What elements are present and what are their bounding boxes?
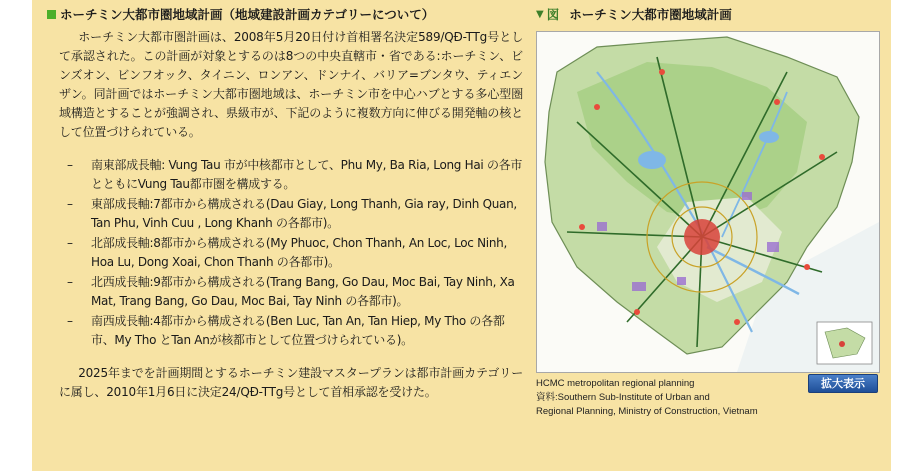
figure-heading: [536, 4, 881, 24]
enlarge-button[interactable]: 拡大表示: [808, 374, 878, 393]
figure-title: ホーチミン大都市圏地域計画: [569, 7, 732, 22]
closing-paragraph: 2025年までを計画期間とするホーチミン建設マスタープランは都市計画カテゴリーに属し、2010年1月6日に決定24/QĐ-TTg号として首相承認を受けた。: [59, 366, 523, 399]
section-heading: [45, 4, 523, 24]
list-item: – 南東部成長軸: Vung Tau 市が中核都市として、Phu My, Ba Ria, Long Hai の各市とともにVung Tau都市圏を構成する。: [67, 158, 523, 191]
list-dash: –: [67, 197, 73, 211]
list-dash: –: [67, 158, 73, 172]
section-title: ホーチミン大都市圏地域計画（地域建設計画カテゴリーについて）: [60, 7, 435, 22]
map-illustration: [537, 32, 879, 372]
list-item: – 北部成長軸:8都市から構成される(My Phuoc, Chon Thanh, An Loc, Loc Ninh, Hoa Lu, Dong Xoai, Chon Thanh の各都市)。: [67, 236, 507, 269]
figure-column: [536, 4, 881, 417]
growth-axis-list: [45, 156, 523, 350]
triangle-down-icon: ▼: [536, 8, 544, 20]
green-square-icon: [47, 10, 56, 19]
lake: [759, 131, 779, 143]
urban-core: [684, 219, 720, 255]
list-item: – 南西成長軸:4都市から構成される(Ben Luc, Tan An, Tan Hiep, My Tho の各都市、My Tho とTan Anが核都市として位置づけられている)。: [67, 314, 505, 347]
article-column: [45, 4, 523, 402]
caption-line: 資料:Southern Sub-Institute of Urban and: [536, 392, 710, 403]
figure-label: 図: [546, 7, 560, 22]
intro-paragraph: ホーチミン大都市圏計画は、2008年5月20日付け首相署名決定589/QĐ-TTg号として承認された。この計画が対象とするのは8つの中央直轄市・省である:ホーチミン、ビンズオン、ビンフオック、タイニン、ロンアン、ドンナイ、バリア=ブンタウ、ティエンザン。同計画ではホーチミン大都市圏地域は、ホーチミン市を中心ハブとする多心型圏域構造とすることが強調され、県級市が、下記のように複数方向に伸びる開発軸の核として位置づけられている。: [59, 30, 523, 139]
list-item: – 東部成長軸:7都市から構成される(Dau Giay, Long Thanh, Gia ray, Dinh Quan, Tan Phu, Vinh Cuu , Long Khanh の各都市)。: [67, 197, 517, 230]
list-dash: –: [67, 314, 73, 328]
lake: [638, 151, 666, 169]
regional-map-image[interactable]: [536, 31, 880, 373]
caption-line: Regional Planning, Ministry of Construction, Vietnam: [536, 406, 758, 417]
caption-line: HCMC metropolitan regional planning: [536, 378, 695, 389]
figure-caption: [536, 377, 806, 419]
list-dash: –: [67, 236, 73, 250]
inset-marker: [839, 341, 845, 347]
list-item: – 北西成長軸:9都市から構成される(Trang Bang, Go Dau, Moc Bai, Tay Ninh, Xa Mat, Trang Bang, Go Dau, Moc Bai, Tay Ninh の各都市)。: [67, 275, 515, 308]
list-dash: –: [67, 275, 73, 289]
